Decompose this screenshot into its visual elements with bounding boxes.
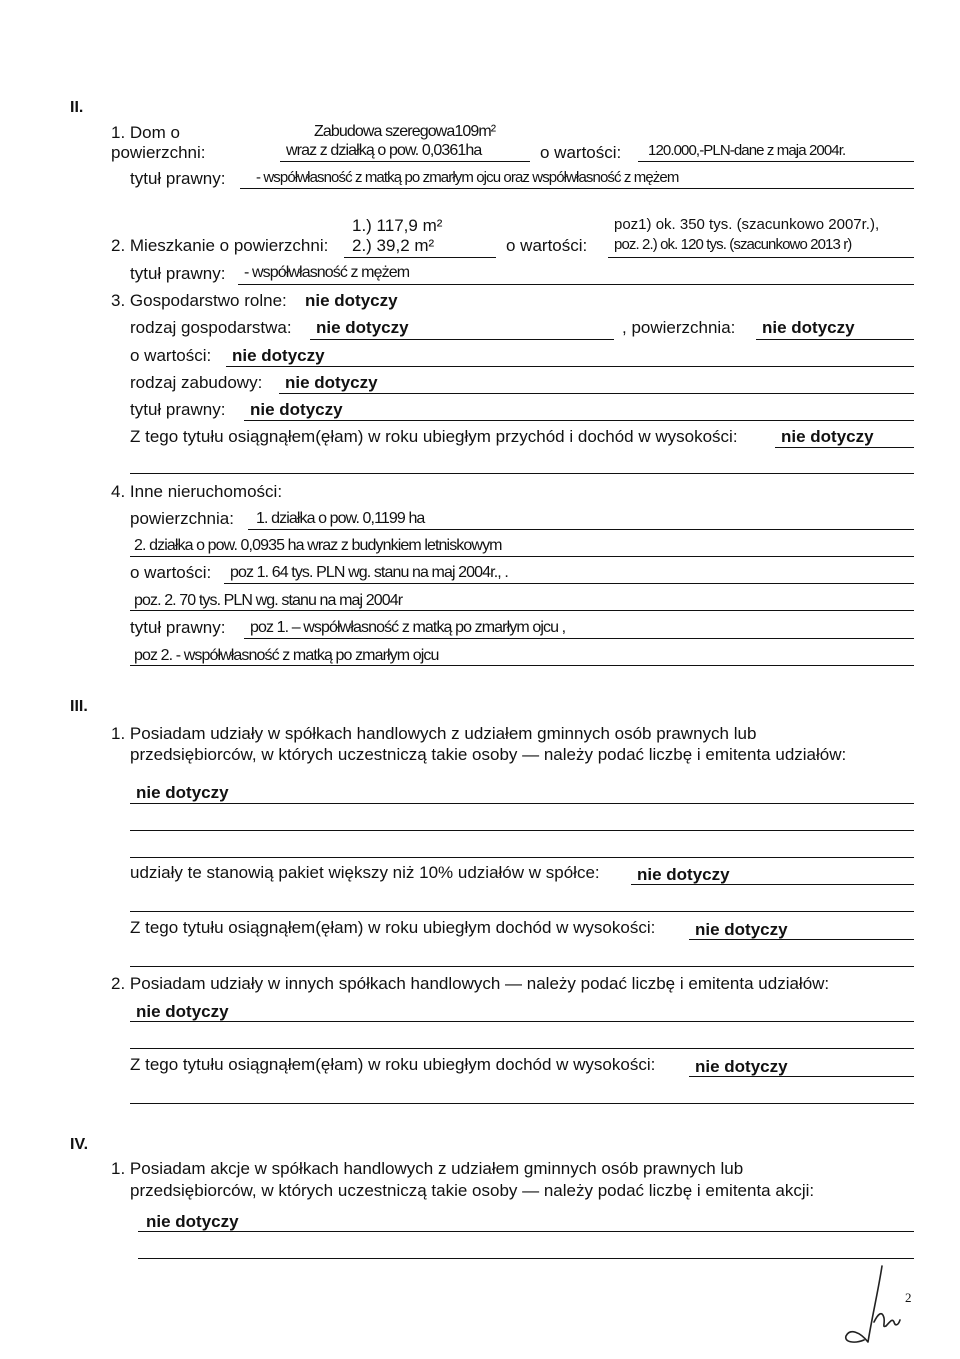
other-area-underline-1 — [248, 529, 914, 530]
other-worth-line1: poz 1. 64 tys. PLN wg. stanu na maj 2004r., . — [230, 564, 508, 581]
section-IV-heading: IV. — [70, 1136, 89, 1153]
shares-underline-1 — [130, 803, 914, 804]
section-II-heading: II. — [70, 99, 84, 116]
other-area-underline-2 — [130, 556, 914, 557]
other-shares-underline-1 — [130, 1021, 914, 1022]
other-worth-line2: poz. 2. 70 tys. PLN wg. stanu na maj 2004r — [134, 592, 403, 609]
farm-title-label: tytuł prawny: — [130, 400, 226, 419]
shares-package-underline-2 — [130, 911, 914, 912]
shares-income-value: nie dotyczy — [695, 920, 788, 939]
apartment-title-label: tytuł prawny: — [130, 264, 226, 283]
apartment-title-underline — [238, 284, 914, 285]
stocks-question-line1: 1. Posiadam akcje w spółkach handlowych z udziałem gminnych osób prawnych lub — [111, 1159, 744, 1178]
shares-package-label: udziały te stanowią pakiet większy niż 10% udziałów w spółce: — [130, 863, 600, 882]
apartment-value-b: poz. 2.) ok. 120 tys. (szacunkowo 2013 r) — [614, 236, 852, 253]
other-worth-underline-2 — [130, 610, 914, 611]
farm-income-underline-2 — [130, 473, 914, 474]
house-area-line1: Zabudowa szeregowa109m² — [314, 123, 496, 140]
farm-label: 3. Gospodarstwo rolne: — [111, 291, 287, 310]
shares-income-underline — [689, 939, 914, 940]
farm-income-underline — [775, 447, 914, 448]
other-title-line1: poz 1. – współwłasność z matką po zmarłym ojcu , — [250, 619, 566, 636]
farm-income-value: nie dotyczy — [781, 427, 874, 446]
farm-area-underline — [756, 339, 914, 340]
house-area-underline — [280, 161, 530, 162]
other-shares-income-label: Z tego tytułu osiągnąłem(ęłam) w roku ubiegłym dochód w wysokości: — [130, 1055, 656, 1074]
farm-build-underline — [279, 393, 914, 394]
house-value-underline — [638, 161, 914, 162]
other-worth-underline-1 — [224, 583, 914, 584]
other-title-underline-2 — [130, 665, 914, 666]
stocks-underline-2 — [138, 1258, 914, 1259]
farm-type-value: nie dotyczy — [316, 318, 409, 337]
shares-question-line1: 1. Posiadam udziały w spółkach handlowych z udziałem gminnych osób prawnych lub — [111, 724, 757, 743]
other-property-label: 4. Inne nieruchomości: — [111, 482, 283, 501]
other-shares-answer: nie dotyczy — [136, 1002, 229, 1021]
apartment-area-underline — [344, 257, 496, 258]
other-worth-label: o wartości: — [130, 563, 212, 582]
farm-area-label: , powierzchnia: — [622, 318, 736, 337]
farm-worth-underline — [226, 366, 914, 367]
stocks-answer: nie dotyczy — [146, 1212, 239, 1231]
stocks-question-line2: przedsiębiorców, w których uczestniczą takie osoby — należy podać liczbę i emitenta akcji: — [130, 1181, 815, 1200]
farm-income-label: Z tego tytułu osiągnąłem(ęłam) w roku ubiegłym przychód i dochód w wysokości: — [130, 427, 738, 446]
farm-type-label: rodzaj gospodarstwa: — [130, 318, 292, 337]
house-title-label: tytuł prawny: — [130, 169, 226, 188]
farm-area-value: nie dotyczy — [762, 318, 855, 337]
apartment-value-a: poz1) ok. 350 tys. (szacunkowo 2007r.), — [614, 216, 880, 233]
farm-build-value: nie dotyczy — [285, 373, 378, 392]
stocks-underline-1 — [138, 1231, 914, 1232]
shares-question-line2: przedsiębiorców, w których uczestniczą takie osoby — należy podać liczbę i emitenta udziałów: — [130, 745, 847, 764]
house-area-line2: wraz z działką o pow. 0,0361ha — [286, 142, 482, 159]
shares-income-underline-2 — [130, 966, 914, 967]
farm-worth-label: o wartości: — [130, 346, 212, 365]
other-area-label: powierzchnia: — [130, 509, 234, 528]
page-number: 2 — [905, 1290, 912, 1305]
shares-income-label: Z tego tytułu osiągnąłem(ęłam) w roku ubiegłym dochód w wysokości: — [130, 918, 656, 937]
other-area-line1: 1. działka o pow. 0,1199 ha — [256, 510, 425, 527]
other-shares-income-value: nie dotyczy — [695, 1057, 788, 1076]
apartment-value-underline — [608, 257, 914, 258]
apartment-area-a: 1.) 117,9 m² — [352, 216, 443, 235]
shares-underline-2 — [130, 830, 914, 831]
house-value: 120.000,-PLN-dane z maja 2004r. — [648, 142, 846, 159]
shares-underline-3 — [130, 857, 914, 858]
apartment-value-label: o wartości: — [506, 236, 588, 255]
apartment-title-value: - współwłasność z mężem — [244, 264, 410, 281]
house-label-line1: 1. Dom o — [111, 123, 180, 142]
farm-worth-value: nie dotyczy — [232, 346, 325, 365]
other-shares-income-underline-2 — [130, 1103, 914, 1104]
other-shares-question: 2. Posiadam udziały w innych spółkach handlowych — należy podać liczbę i emitenta udziałów: — [111, 974, 830, 993]
house-title-value: - współwłasność z matką po zmarłym ojcu oraz współwłasność z mężem — [256, 169, 679, 186]
farm-build-label: rodzaj zabudowy: — [130, 373, 263, 392]
other-title-line2: poz 2. - współwłasność z matką po zmarłym ojcu — [134, 647, 439, 664]
section-III-heading: III. — [70, 698, 88, 715]
other-title-label: tytuł prawny: — [130, 618, 226, 637]
farm-type-underline — [310, 339, 614, 340]
other-shares-income-underline — [689, 1076, 914, 1077]
farm-title-underline — [244, 420, 914, 421]
other-shares-underline-2 — [130, 1048, 914, 1049]
farm-title-value: nie dotyczy — [250, 400, 343, 419]
other-title-underline-1 — [244, 638, 914, 639]
house-title-underline — [240, 188, 914, 189]
house-label-line2: powierzchni: — [111, 143, 206, 162]
shares-package-value: nie dotyczy — [637, 865, 730, 884]
shares-answer: nie dotyczy — [136, 783, 229, 802]
other-area-line2: 2. działka o pow. 0,0935 ha wraz z budynkiem letniskowym — [134, 537, 502, 554]
shares-package-underline — [631, 884, 914, 885]
house-value-label: o wartości: — [540, 143, 622, 162]
farm-value: nie dotyczy — [305, 291, 398, 310]
apartment-area-b: 2.) 39,2 m² — [352, 236, 435, 255]
apartment-label: 2. Mieszkanie o powierzchni: — [111, 236, 329, 255]
